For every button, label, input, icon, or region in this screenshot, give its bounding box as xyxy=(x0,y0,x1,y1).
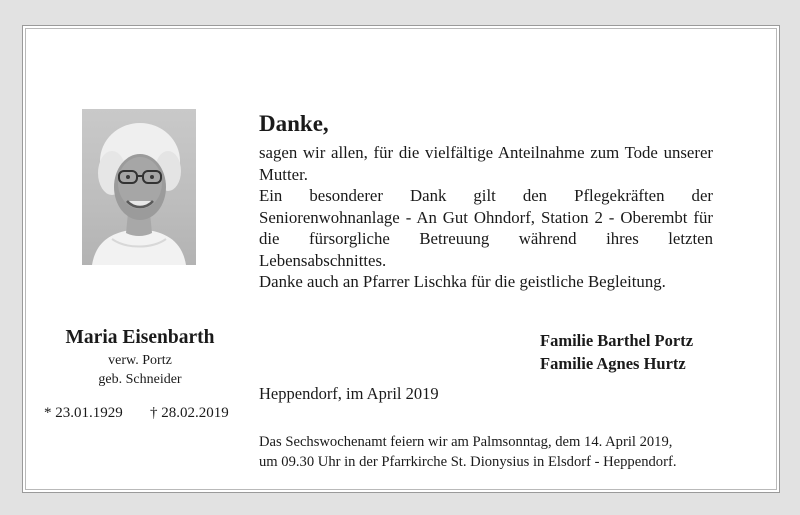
mass-note-line-1: Das Sechswochenamt feiern wir am Palmsonntag, dem 14. April 2019, xyxy=(259,434,673,450)
mass-note xyxy=(259,433,719,472)
family-signature-2: Familie Agnes Hurtz xyxy=(540,354,686,373)
mass-note-line-2: um 09.30 Uhr in der Pfarrkirche St. Dionysius in Elsdorf - Heppendorf. xyxy=(259,453,677,470)
thanks-heading: Danke, xyxy=(259,111,329,136)
birth-name: geb. Schneider xyxy=(98,372,182,387)
thanks-paragraph-1: sagen wir allen, für die vielfältige Anteilnahme zum Tode unserer Mutter. xyxy=(259,143,713,184)
portrait-photo xyxy=(82,109,196,265)
death-date: † 28.02.2019 xyxy=(150,405,229,421)
family-signature-1: Familie Barthel Portz xyxy=(540,331,694,350)
place-date: Heppendorf, im April 2019 xyxy=(259,384,439,403)
thanks-paragraph-3: Danke auch an Pfarrer Lischka für die geistliche Begleitung. xyxy=(259,272,666,291)
thanks-paragraph-2: Ein besonderer Dank gilt den Pflegekräften der Seniorenwohnanlage - An Gut Ohndorf, Station 2 - Oberembt für die fürsorgliche Betreuung während ihres letzten Lebensabschnittes. xyxy=(259,186,713,270)
widowed-name: verw. Portz xyxy=(108,353,172,368)
birth-date: * 23.01.1929 xyxy=(44,405,123,421)
deceased-name: Maria Eisenbarth xyxy=(65,327,215,348)
